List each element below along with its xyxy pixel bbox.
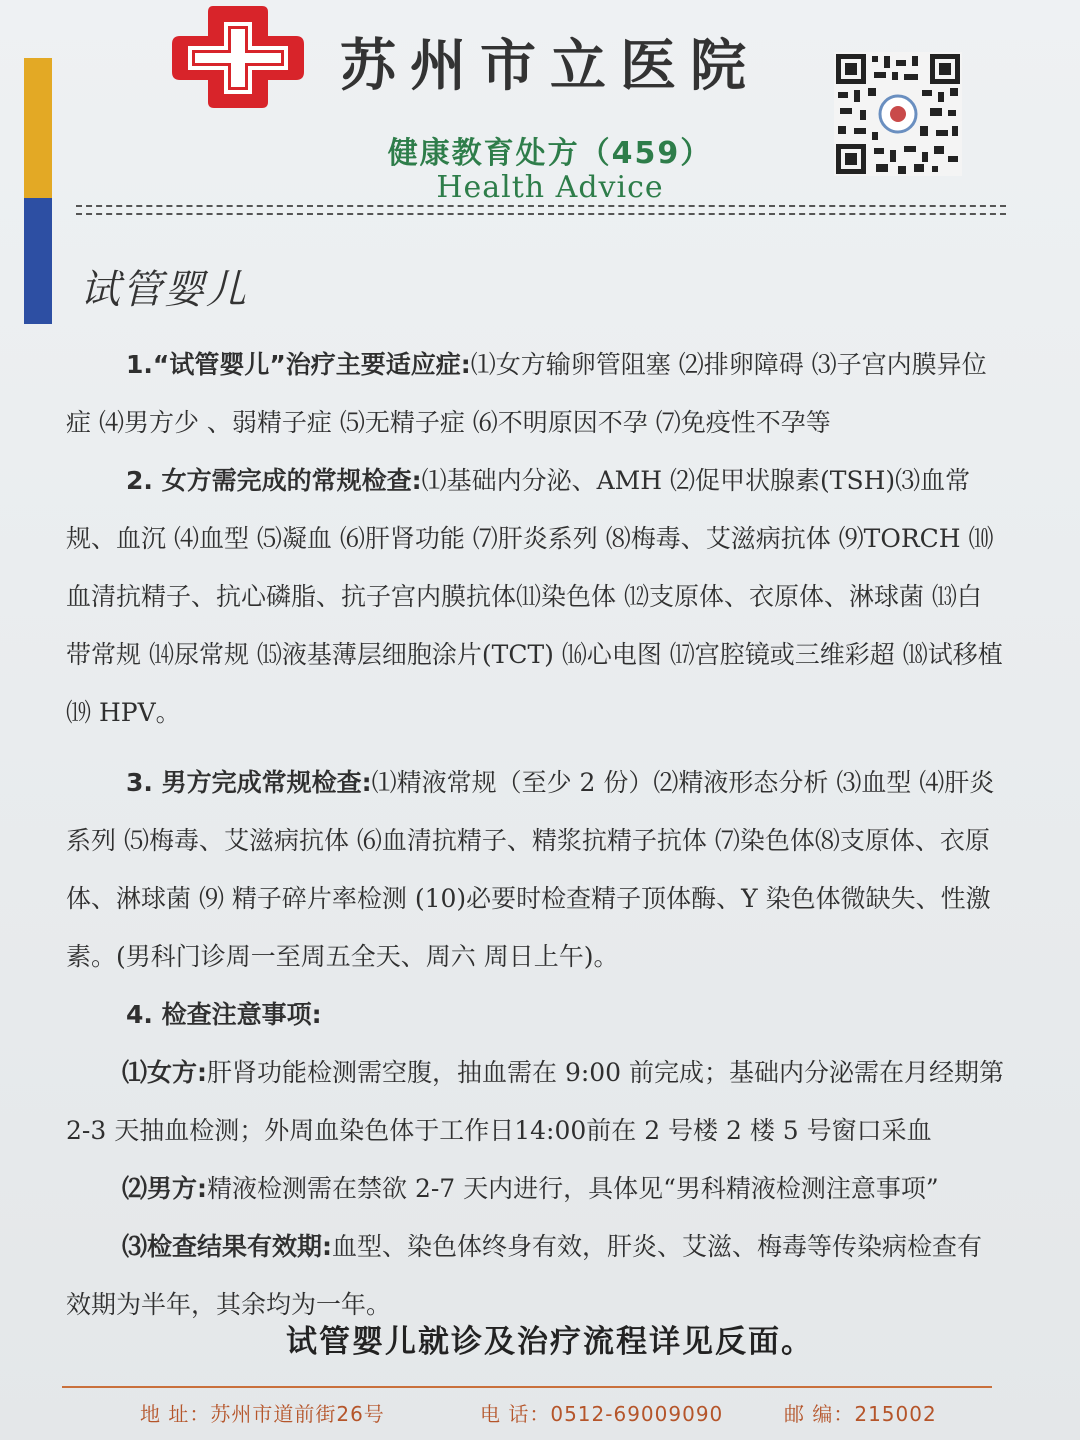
item-lead: 1.“试管婴儿”治疗主要适应症: xyxy=(126,350,471,379)
side-accent-yellow xyxy=(24,58,52,198)
note-lead: ⑴女方: xyxy=(122,1058,207,1087)
footer-zip: 邮 编：215002 xyxy=(784,1402,937,1426)
note-text: 血型、染色体终身有效，肝炎、艾滋、梅毒等传染病检查有效期为半年，其余均为一年。 xyxy=(66,1232,983,1319)
item-text: ⑴基础内分泌、AMH ⑵促甲状腺素(TSH)⑶血常规、血沉 ⑷血型 ⑸凝血 ⑹肝肾功能 ⑺肝炎系列 ⑻梅毒、艾滋病抗体 ⑼TORCH ⑽血清抗精子、抗心磷脂、抗子宫内膜抗体⑾染色体 ⑿支原体、衣原体、淋球菌 ⒀白带常规 ⒁尿常规 ⒂液基薄层细胞涂片(TCT) ⒃心电图 ⒄宫腔镜或三维彩超 ⒅试移植 ⒆ HPV。 xyxy=(66,466,1003,727)
item-precautions xyxy=(66,986,1006,1044)
item-indications xyxy=(66,336,1006,452)
note-lead: ⑶检查结果有效期: xyxy=(122,1232,332,1261)
section-title: 试管婴儿 xyxy=(80,267,248,313)
note-male xyxy=(66,1160,1006,1218)
footer-note: 试管婴儿就诊及治疗流程详见反面。 xyxy=(286,1324,814,1360)
item-lead: 2. 女方需完成的常规检查: xyxy=(126,466,422,495)
note-lead: ⑵男方: xyxy=(122,1174,207,1203)
document-subtitle: Health Advice xyxy=(436,170,664,205)
side-accent-blue xyxy=(24,198,52,324)
footer-divider xyxy=(62,1386,992,1388)
item-text: ⑴女方输卵管阻塞 ⑵排卵障碍 ⑶子宫内膜异位症 ⑷男方少 、弱精子症 ⑸无精子症 ⑹不明原因不孕 ⑺免疫性不孕等 xyxy=(66,350,987,437)
item-male-exams xyxy=(66,754,1006,986)
hospital-name: 苏州市立医院 xyxy=(340,33,760,99)
item-lead: 4. 检查注意事项: xyxy=(126,1000,322,1029)
header-divider xyxy=(76,205,1006,215)
item-female-exams xyxy=(66,452,1006,742)
qr-code-icon xyxy=(834,52,962,176)
item-text: ⑴精液常规（至少 2 份）⑵精液形态分析 ⑶血型 ⑷肝炎系列 ⑸梅毒、艾滋病抗体 ⑹血清抗精子、精浆抗精子抗体 ⑺染色体⑻支原体、衣原体、淋球菌 ⑼ 精子碎片率检测 (10)必要时检查精子顶体酶、Y 染色体微缺失、性激素。(男科门诊周一至周五全天、周六 周日上午)。 xyxy=(66,768,995,971)
footer-phone: 电 话：0512-69009090 xyxy=(480,1402,724,1426)
item-lead: 3. 男方完成常规检查: xyxy=(126,768,372,797)
footer-address: 地 址：苏州市道前街26号 xyxy=(140,1402,385,1426)
document-title: 健康教育处方（459） xyxy=(387,136,713,171)
prescription-body xyxy=(66,336,1006,1334)
note-text: 肝肾功能检测需空腹，抽血需在 9:00 前完成；基础内分泌需在月经期第 2-3 天抽血检测；外周血染色体于工作日14:00前在 2 号楼 2 楼 5 号窗口采血 xyxy=(66,1058,1005,1145)
note-female xyxy=(66,1044,1006,1160)
note-text: 精液检测需在禁欲 2-7 天内进行，具体见“男科精液检测注意事项” xyxy=(207,1174,939,1203)
red-cross-logo-icon xyxy=(168,2,308,112)
footer-contact xyxy=(140,1398,960,1430)
